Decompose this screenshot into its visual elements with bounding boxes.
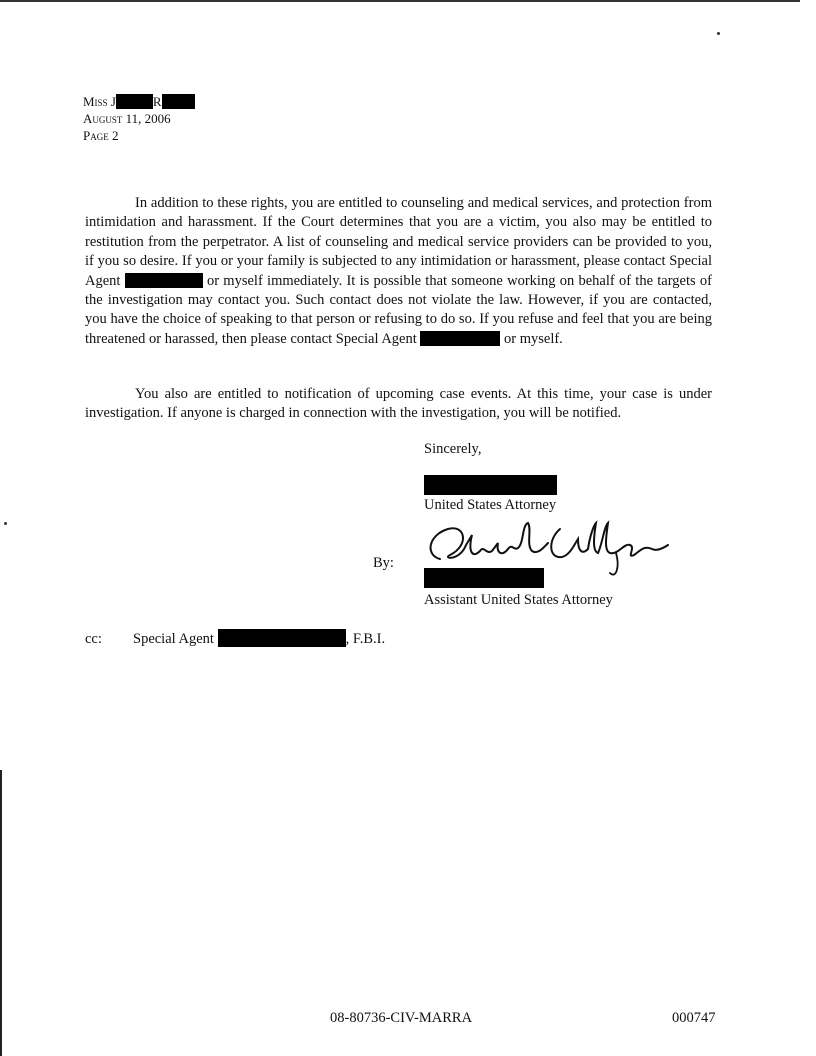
redaction-box: [218, 629, 346, 647]
signer-title: Assistant United States Attorney: [424, 592, 613, 608]
bates-number: 000747: [672, 1010, 716, 1026]
signer-title: United States Attorney: [424, 497, 557, 513]
recipient-mid: R: [152, 94, 162, 109]
paragraph-text: or myself.: [504, 330, 563, 347]
scan-speck: [4, 522, 7, 525]
scan-speck: [717, 32, 720, 35]
redaction-box: [162, 94, 195, 109]
page-number: Page 2: [83, 128, 119, 143]
paragraph-text: In addition to these rights, you are entitled to counseling and medical services, and protection from intimidation and harassment. If the Court determines that you are a victim, you also may be entitled to restitution from the perpetrator. A list of counseling and medical service providers can be provided to you, if you so desire. If you or your family is subjected to any intimidation or harassment, please contact Special Agent: [85, 195, 712, 289]
redaction-box: [424, 475, 557, 495]
letter-header: [83, 93, 195, 144]
case-number: 08-80736-CIV-MARRA: [330, 1010, 473, 1026]
recipient-prefix: Miss J: [83, 94, 116, 109]
paragraph-rights: [85, 194, 712, 349]
paragraph-text: or myself immediately. It is possible that someone working on behalf of the targets of the investigation may contact you. Such contact does not violate the law. However, if you are contacted, you have the choice of speaking to that person or refusing to do so. If you refuse and feel that you are being threatened or harassed, then please contact Special Agent: [85, 272, 712, 347]
cc-suffix: , F.B.I.: [345, 631, 386, 647]
by-label: By:: [373, 555, 394, 571]
scan-top-edge: [0, 0, 800, 2]
scan-left-edge: [0, 770, 2, 1056]
paragraph-notification: You also are entitled to notification of upcoming case events. At this time, your case is under investigation. If anyone is charged in connection with the investigation, you will be notified.: [85, 386, 712, 422]
redaction-box: [116, 94, 153, 109]
redaction-box: [125, 273, 203, 288]
letter-date: August 11, 2006: [83, 111, 171, 126]
salutation: Sincerely,: [424, 441, 482, 457]
redaction-box: [424, 568, 544, 588]
cc-label: cc:: [85, 631, 102, 647]
redaction-box: [420, 331, 500, 346]
cc-prefix: Special Agent: [133, 631, 214, 647]
recipient-line: [83, 93, 195, 110]
cc-line: [85, 629, 385, 648]
